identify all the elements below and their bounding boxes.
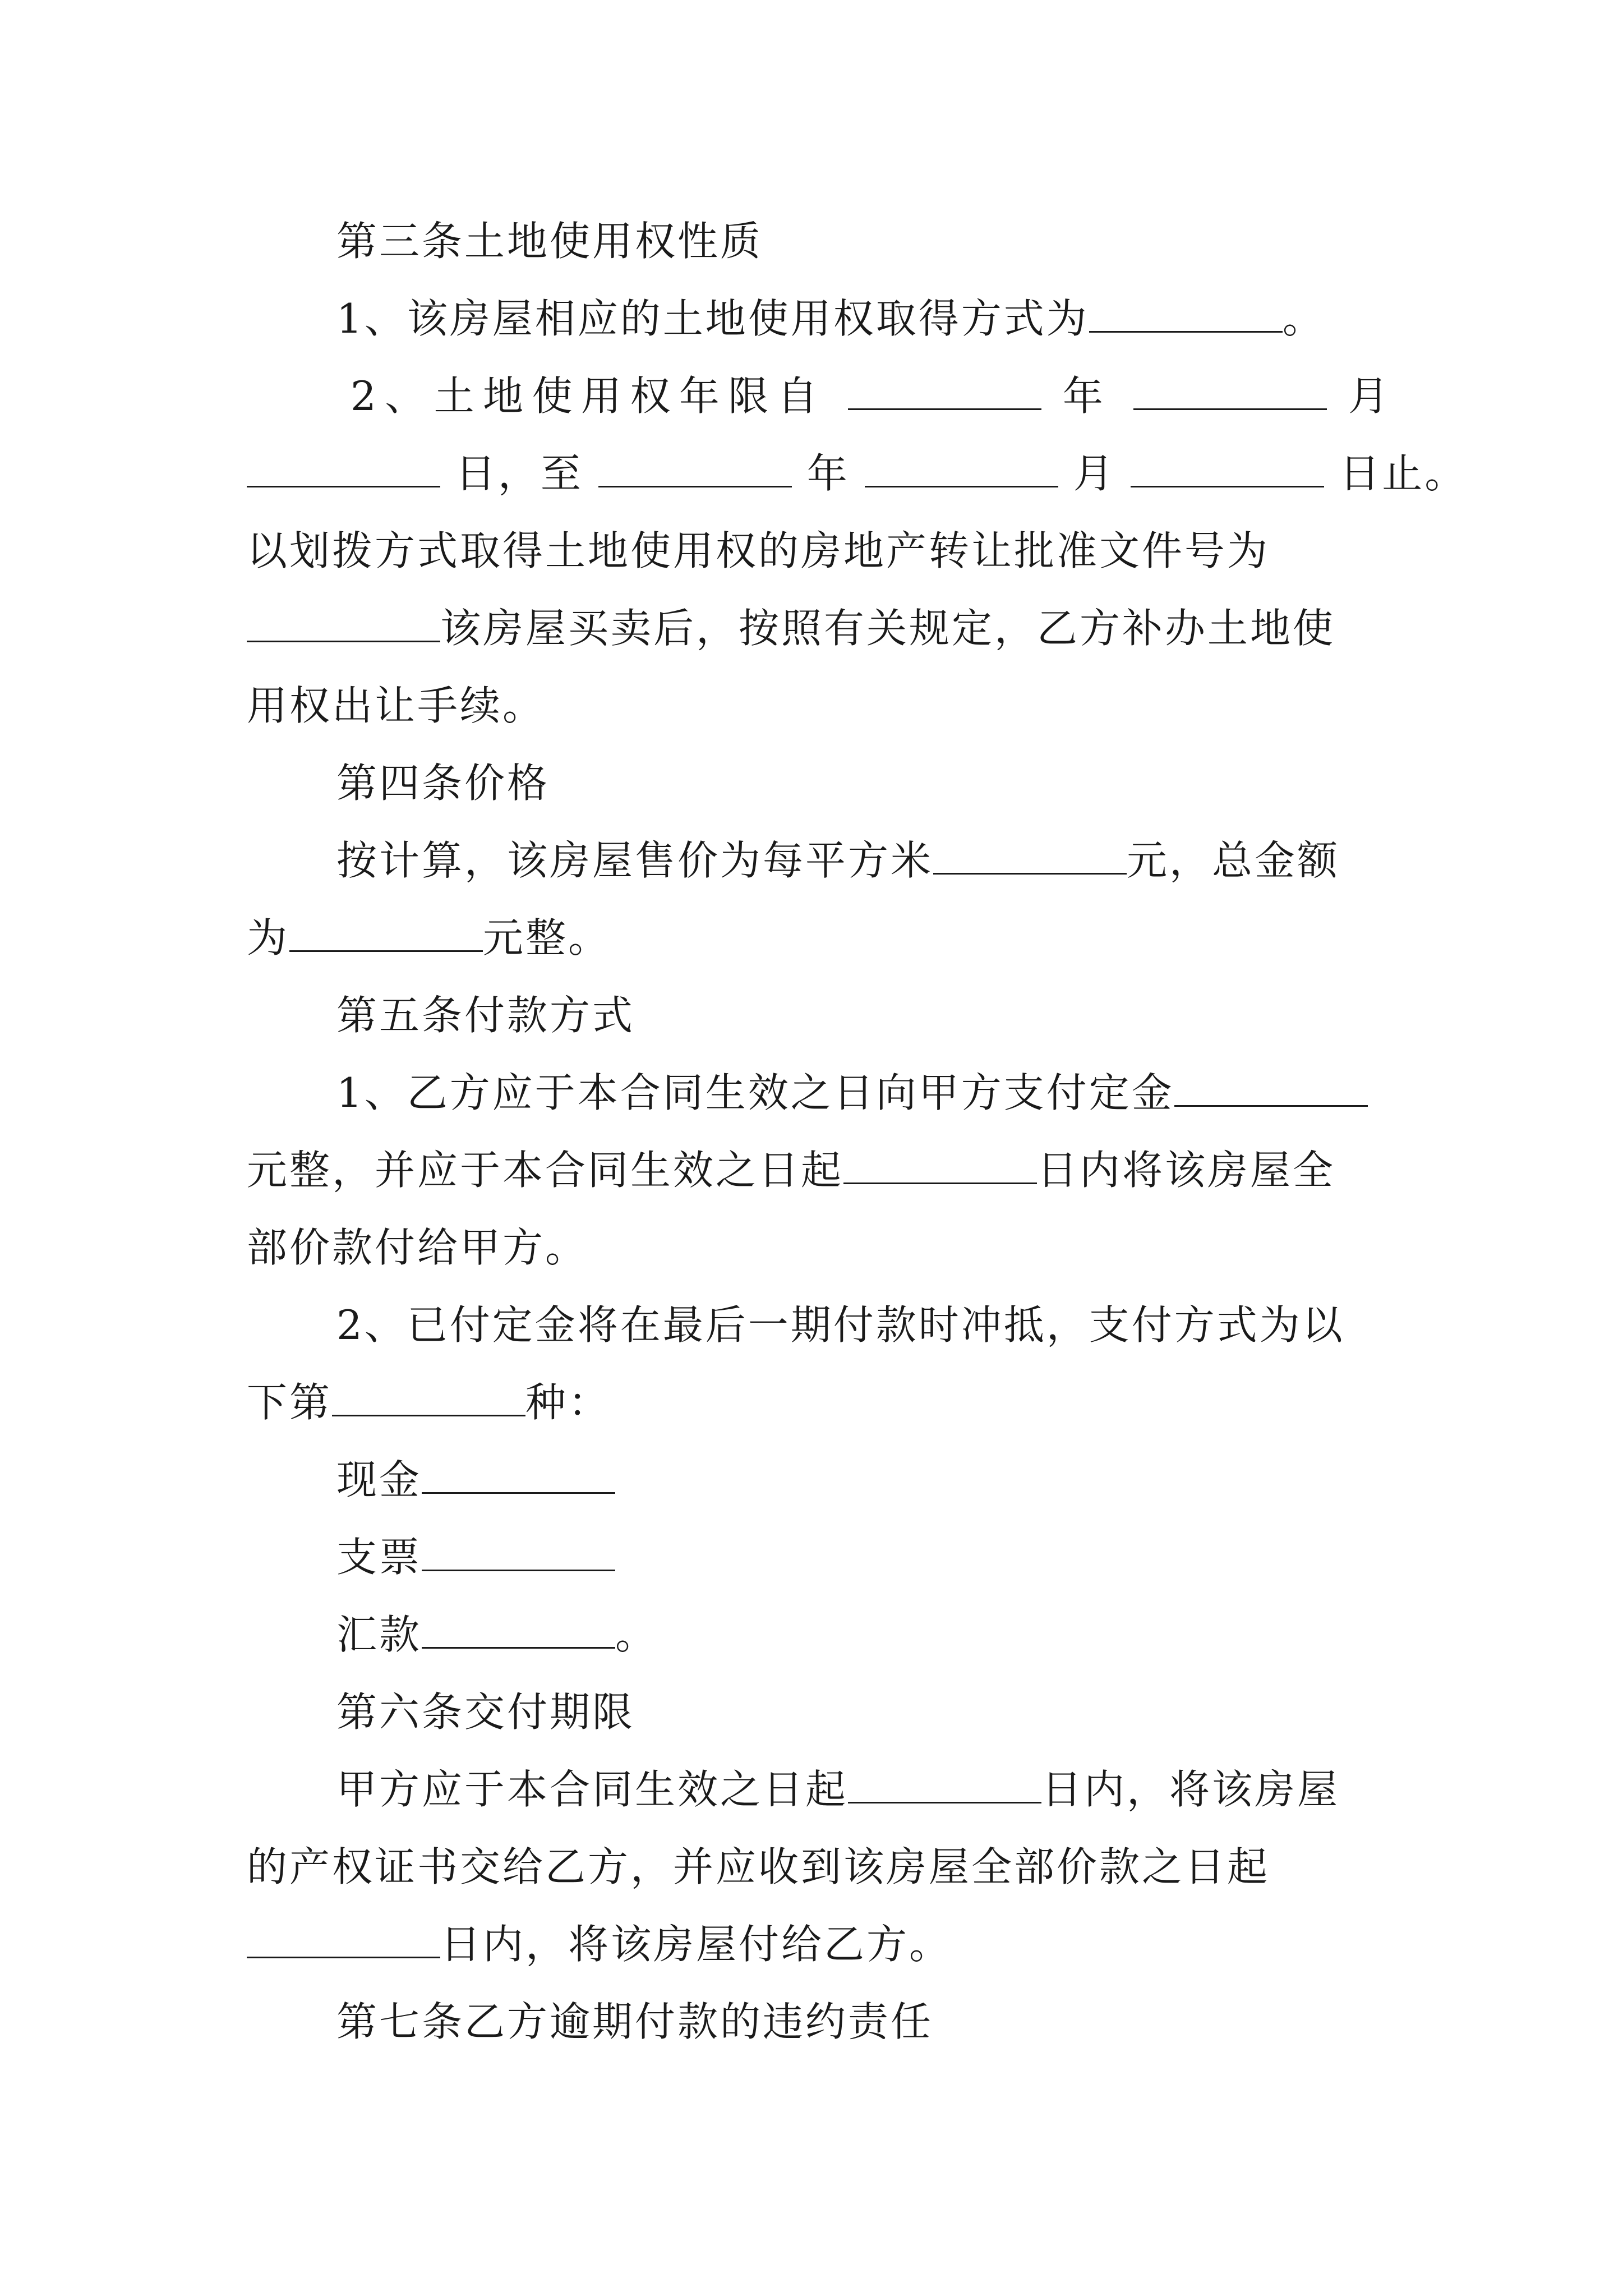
article-5-paragraph-2-line-1: 2、已付定金将在最后一期付款时冲抵，支付方式为以 [336, 1301, 1345, 1349]
fill-in-blank [247, 1923, 440, 1958]
fill-in-blank [1174, 1071, 1368, 1107]
fill-in-blank [422, 1536, 615, 1571]
article-3-paragraph-1: 1、该房屋相应的土地使用权取得方式为 。 [336, 295, 1325, 342]
article-5-paragraph-1-line-2: 元整，并应于本合同生效之日起 日内将该房屋全 [247, 1147, 1336, 1194]
fill-in-blank [598, 452, 792, 487]
fill-in-blank [289, 917, 483, 952]
fill-in-blank [1133, 375, 1327, 410]
article-6-paragraph-1-line-2: 的产权证书交给乙方，并应收到该房屋全部价款之日起 [247, 1843, 1270, 1890]
article-3-title: 第三条土地使用权性质 [336, 218, 763, 265]
article-3-paragraph-2-line-1: 2、土地使用权年限自 年 月 [351, 372, 1391, 420]
fill-in-blank [1089, 297, 1283, 333]
payment-option-cash: 现金 [336, 1446, 1391, 1513]
article-6-paragraph-1-line-3: 日内，将该房屋付给乙方。 [247, 1911, 1391, 1978]
article-6-paragraph-1-line-1: 甲方应于本合同生效之日起 日内，将该房屋 [336, 1766, 1340, 1813]
article-7-title: 第七条乙方逾期付款的违约责任 [336, 1998, 934, 2045]
fill-in-blank [247, 452, 440, 487]
article-4-title: 第四条价格 [336, 760, 550, 807]
fill-in-blank [865, 452, 1058, 487]
article-4-paragraph-1-line-2: 为 元整。 [247, 914, 611, 961]
fill-in-blank [422, 1613, 615, 1649]
fill-in-blank [848, 1768, 1041, 1803]
article-3-paragraph-2-line-5: 用权出让手续。 [247, 682, 546, 729]
article-5-title: 第五条付款方式 [336, 992, 635, 1039]
article-3-paragraph-2-line-4: 该房屋买卖后，按照有关规定，乙方补办土地使 [247, 595, 1391, 662]
article-3-paragraph-2-line-3: 以划拨方式取得土地使用权的房地产转让批准文件号为 [247, 527, 1270, 574]
article-5-paragraph-2-line-2: 下第 种： [247, 1379, 611, 1426]
fill-in-blank [247, 607, 440, 642]
payment-option-check: 支票 [336, 1524, 1391, 1591]
fill-in-blank [848, 375, 1041, 410]
payment-option-remittance: 汇款 。 [336, 1611, 658, 1658]
article-5-paragraph-1-line-1: 1、乙方应于本合同生效之日向甲方支付定金 [336, 1059, 1391, 1126]
article-3-paragraph-2-line-2: 日，至 年 月 日止。 [247, 440, 1402, 507]
fill-in-blank [1131, 452, 1324, 487]
fill-in-blank [332, 1381, 525, 1416]
fill-in-blank [933, 839, 1127, 875]
article-4-paragraph-1-line-1: 按计算，该房屋售价为每平方米 元，总金额 [336, 837, 1340, 884]
fill-in-blank [422, 1458, 615, 1494]
article-6-title: 第六条交付期限 [336, 1688, 635, 1736]
article-5-paragraph-1-line-3: 部价款付给甲方。 [247, 1224, 588, 1271]
fill-in-blank [843, 1149, 1037, 1184]
